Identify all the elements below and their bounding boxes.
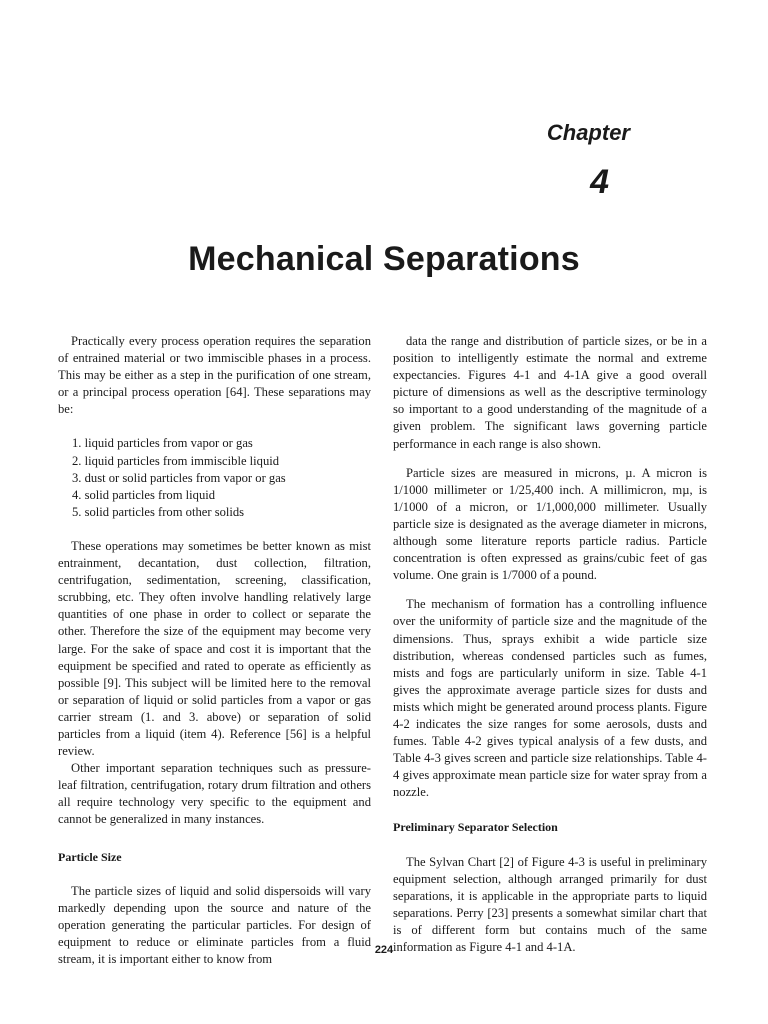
section-heading-particle-size: Particle Size <box>58 849 122 864</box>
list-item: 1. liquid particles from vapor or gas <box>72 436 253 451</box>
particle-size-paragraph: The particle sizes of liquid and solid dispersoids will vary markedly depending upon the source and nature of the operation generating the particular particles. For design of equipment to reduce or eliminate particles from a fluid stream, it is important either to know from <box>58 883 371 966</box>
page-number: 224 <box>374 944 394 956</box>
section-heading-separator-selection: Preliminary Separator Selection <box>393 820 558 835</box>
chapter-number: 4 <box>590 163 609 201</box>
list-item: 2. liquid particles from immiscible liquid <box>72 453 280 468</box>
distribution-paragraph: data the range and distribution of particle sizes, or be in a position to intelligently estimate the normal and extreme expectancies. Figures 4-1 and 4-1A give a good overall picture of dimensions as well as the descriptive terminology so important to a good understanding of the magnitude of a given problem. The significant laws governing particle performance in each range is also shown. <box>393 334 707 451</box>
list-item: 4. solid particles from liquid <box>72 487 216 502</box>
mechanism-paragraph: The mechanism of formation has a controlling influence over the uniformity of particle size and the magnitude of the dimensions. Thus, sprays exhibit a wide particle size distribution, whereas condensed particles such as fumes, mists and fogs are particularly uniform in size. Table 4-1 gives the approximate average particle sizes for dusts and mists which might be generated around process plants. Figure 4-2 indicates the size ranges for some aerosols, dusts and fumes. Table 4-2 gives typical analysis of a few dusts, and Table 4-3 gives screen and particle size relationships. Table 4-4 gives approximate mean particle size for water spray from a nozzle. <box>393 597 707 800</box>
separation-types-list <box>72 435 371 520</box>
left-column <box>58 333 371 968</box>
chapter-label: Chapter <box>546 120 630 145</box>
right-column <box>393 333 707 956</box>
operations-paragraph: These operations may sometimes be better known as mist entrainment, decantation, dust collection, filtration, centrifugation, sedimentation, screening, classification, scrubbing, etc. They often involve handling relatively large quantities of one phase in order to collect or separate the other. Therefore the size of the equipment may become very large. For the sake of space and cost it is important that the equipment be specified and rated to operate as efficiently as possible [9]. This subject will be limited here to the removal or separation of liquid or solid particles from a vapor or gas carrier stream (1. and 3. above) or separation of solid particles from a liquid (item 4). Reference [56] is a helpful review. <box>58 538 371 759</box>
sylvan-chart-paragraph: The Sylvan Chart [2] of Figure 4-3 is useful in preliminary equipment selection, although arranged primarily for dust separations, it is applicable in the appropriate parts to liquid separations. Perry [23] presents a somewhat similar chart that is of different form but contains much of the same information as Figure 4-1 and 4-1A. <box>393 854 707 954</box>
chapter-title: Mechanical Separations <box>188 240 580 278</box>
list-item: 3. dust or solid particles from vapor or gas <box>72 470 286 485</box>
techniques-paragraph: Other important separation techniques such as pressure-leaf filtration, centrifugation, rotary drum filtration and others all require technology very specific to the equipment and cannot be generalized in many instances. <box>58 761 371 827</box>
intro-paragraph: Practically every process operation requires the separation of entrained material or two immiscible phases in a process. This may be either as a step in the purification of one stream, or a principal process operation [64]. These separations may be: <box>58 334 371 417</box>
list-item: 5. solid particles from other solids <box>72 504 245 519</box>
microns-paragraph: Particle sizes are measured in microns, µ. A micron is 1/1000 millimeter or 1/25,400 inch. A millimicron, mµ, is 1/1000 of a micron, or 1/1,000,000 millimeter. Usually particle size is designated as the average diameter in microns, although some literature reports particle radius. Particle concentration is often expressed as grains/cubic feet of gas volume. One grain is 1/7000 of a pound. <box>393 465 707 583</box>
